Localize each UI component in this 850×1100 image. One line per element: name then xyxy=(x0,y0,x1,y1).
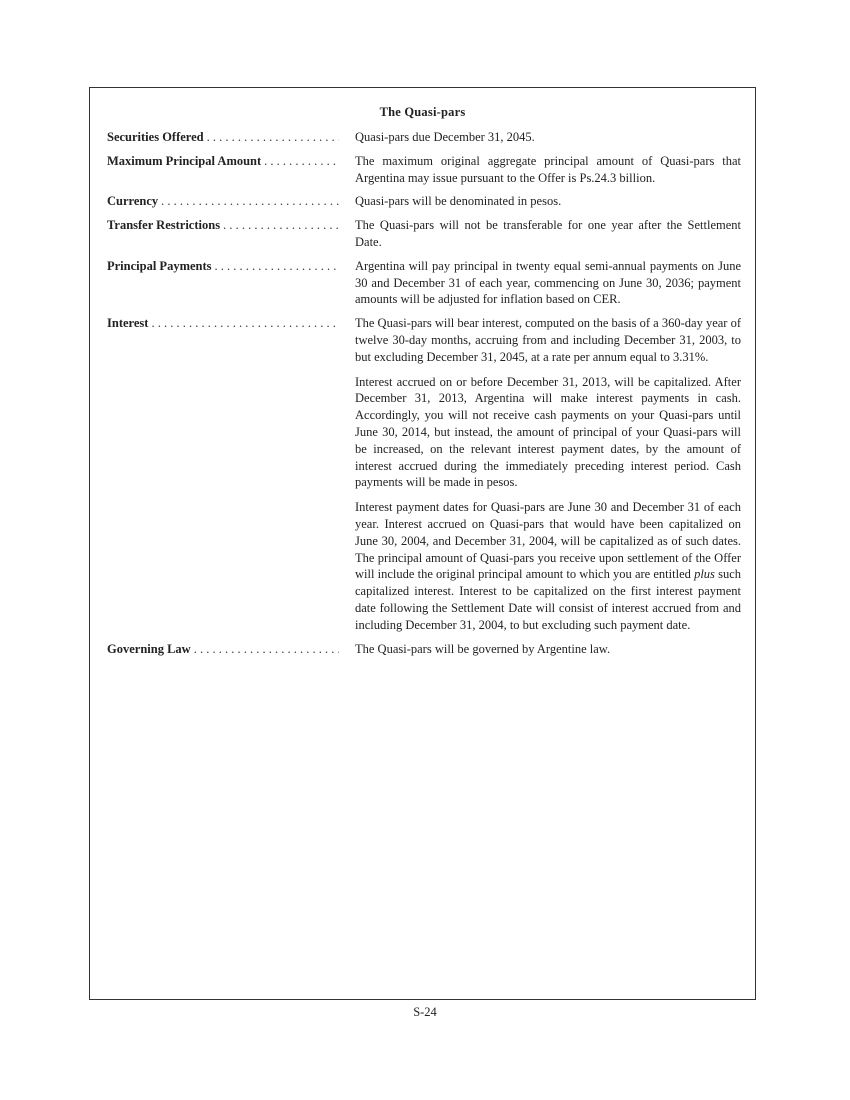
leader-dots xyxy=(151,315,339,332)
leader-dots xyxy=(207,129,339,146)
term-paragraph: Quasi-pars due December 31, 2045. xyxy=(355,130,535,144)
term-name: Principal Payments xyxy=(107,258,212,273)
term-description xyxy=(355,217,741,251)
term-row xyxy=(107,129,741,146)
leader-dots xyxy=(161,193,339,210)
term-label xyxy=(107,258,339,275)
term-label xyxy=(107,193,339,210)
term-label xyxy=(107,129,339,146)
term-paragraph: The Quasi-pars will not be transferable for one year after the Settlement Date. xyxy=(355,218,741,249)
term-name: Transfer Restrictions xyxy=(107,218,221,233)
leader-dots xyxy=(223,217,339,234)
section-title: The Quasi-pars xyxy=(379,105,466,119)
term-row xyxy=(107,153,741,187)
term-sheet-frame xyxy=(89,87,756,1000)
term-paragraph: The Quasi-pars will be governed by Argentine law. xyxy=(355,641,611,656)
terms-list xyxy=(107,129,741,664)
term-name: Securities Offered xyxy=(107,130,204,144)
term-description xyxy=(355,641,741,658)
leader-dots xyxy=(215,258,339,275)
term-row xyxy=(107,217,741,251)
term-row xyxy=(107,315,741,633)
term-name: Maximum Principal Amount xyxy=(107,153,262,168)
term-label xyxy=(107,153,339,170)
term-label xyxy=(107,315,339,332)
term-paragraph: Quasi-pars will be denominated in pesos. xyxy=(355,194,562,209)
leader-dots xyxy=(194,641,339,658)
term-name: Interest xyxy=(107,316,149,331)
term-paragraph: Interest accrued on or before December 31, 2013, will be capitalized. After December 31, 2013, Argentina will make interest payments in cash. Accordingly, you will not receive cash payments on your Quasi-pars until June 30, 2014, but instead, the amount of principal of your Quasi-pars will be increased, on the relevant interest payment dates, by the amount of interest accrued during the immediately preceding interest period. Cash payments will be made in pesos. xyxy=(355,374,741,490)
term-description xyxy=(355,153,741,187)
term-paragraph: Argentina will pay principal in twenty equal semi-annual payments on June 30 and December 31 of each year, commencing on June 30, 2036; payment amounts will be adjusted for inflation based on CER. xyxy=(355,258,741,307)
term-description xyxy=(355,193,741,210)
term-name: Currency xyxy=(107,194,159,209)
leader-dots xyxy=(264,153,339,170)
page-number: S-24 xyxy=(413,1005,437,1019)
term-label xyxy=(107,217,339,234)
term-row xyxy=(107,193,741,210)
term-row xyxy=(107,641,741,658)
term-paragraph: The maximum original aggregate principal amount of Quasi-pars that Argentina may issue pursuant to the Offer is Ps.24.3 billion. xyxy=(355,153,741,185)
term-paragraph: The Quasi-pars will bear interest, computed on the basis of a 360-day year of twelve 30-day months, accruing from and including December 31, 2003, to but excluding December 31, 2045, at a rate per annum equal to 3.31%. xyxy=(355,316,741,364)
term-label xyxy=(107,641,339,658)
term-row xyxy=(107,258,741,308)
term-description xyxy=(355,258,741,308)
term-name: Governing Law xyxy=(107,641,191,656)
term-description xyxy=(355,129,741,146)
term-paragraph: Interest payment dates for Quasi-pars are June 30 and December 31 of each year. Interest accrued on Quasi-pars that would have been capitalized on June 30, 2004, and December 31, 2004, will be capitalized as of such dates. The principal amount of Quasi-pars you receive upon settlement of the Offer will include the original principal amount to which you are entitled plus such capitalized interest. Interest to be capitalized on the first interest payment date following the Settlement Date will consist of interest accrued from and including December 31, 2004, to but excluding such payment date. xyxy=(355,500,741,632)
term-description xyxy=(355,315,741,633)
